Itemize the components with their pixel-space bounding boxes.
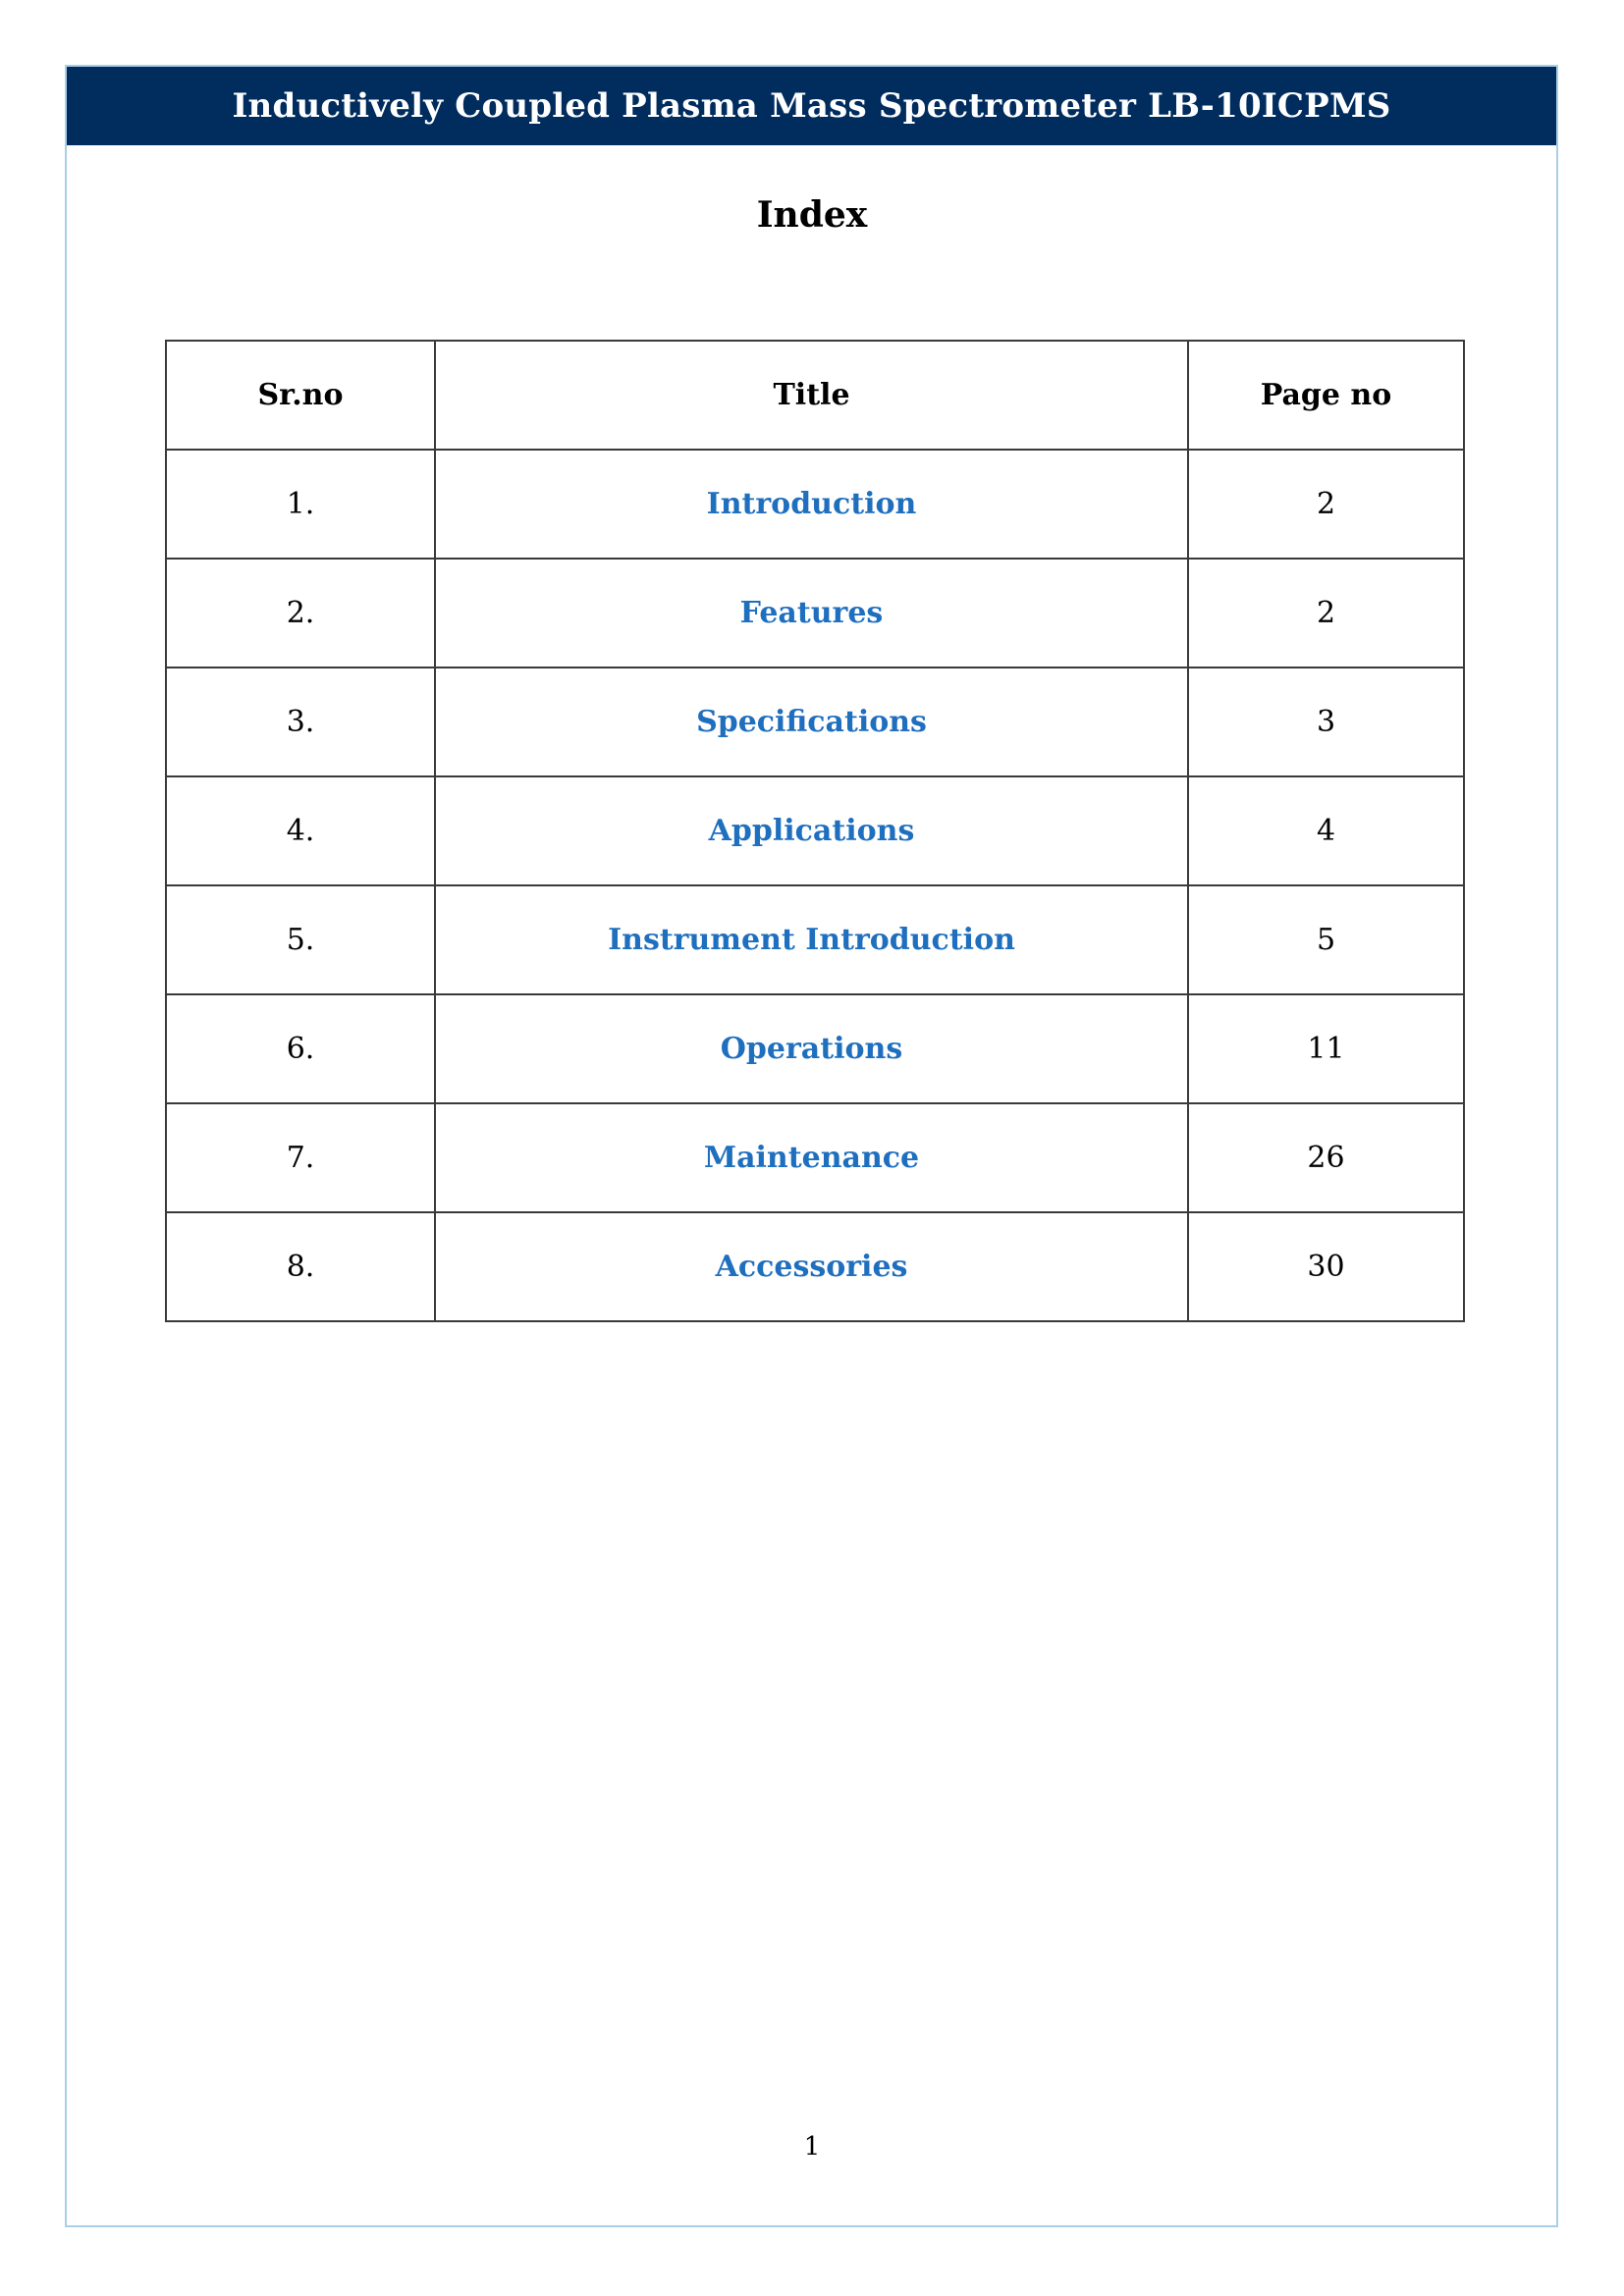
row-page-no: 2 xyxy=(1188,450,1464,559)
toc-link-introduction[interactable]: Introduction xyxy=(706,487,917,521)
table-row xyxy=(166,1103,1464,1212)
row-title-cell xyxy=(435,667,1188,776)
document-title: Inductively Coupled Plasma Mass Spectrometer LB-10ICPMS xyxy=(232,86,1391,126)
row-page-no: 4 xyxy=(1188,776,1464,885)
row-page-no: 2 xyxy=(1188,559,1464,667)
column-header-page-no: Page no xyxy=(1188,341,1464,450)
table-header-row xyxy=(166,341,1464,450)
row-title-cell xyxy=(435,994,1188,1103)
table-row xyxy=(166,776,1464,885)
toc-link-maintenance[interactable]: Maintenance xyxy=(703,1141,920,1175)
row-title-cell xyxy=(435,776,1188,885)
index-heading: Index xyxy=(756,194,868,236)
row-sr-no: 2. xyxy=(166,559,435,667)
row-title-cell xyxy=(435,1103,1188,1212)
document-header xyxy=(67,67,1556,145)
row-page-no: 3 xyxy=(1188,667,1464,776)
toc-link-operations[interactable]: Operations xyxy=(720,1032,903,1066)
row-title-cell xyxy=(435,450,1188,559)
row-sr-no: 1. xyxy=(166,450,435,559)
toc-link-specifications[interactable]: Specifications xyxy=(696,705,927,739)
index-table xyxy=(165,340,1465,1322)
toc-link-applications[interactable]: Applications xyxy=(708,814,915,848)
row-title-cell xyxy=(435,559,1188,667)
table-row xyxy=(166,559,1464,667)
column-header-title: Title xyxy=(435,341,1188,450)
row-sr-no: 7. xyxy=(166,1103,435,1212)
row-page-no: 26 xyxy=(1188,1103,1464,1212)
table-row xyxy=(166,885,1464,994)
toc-link-accessories[interactable]: Accessories xyxy=(715,1250,908,1284)
page-number: 1 xyxy=(803,2132,821,2162)
toc-link-instrument-introduction[interactable]: Instrument Introduction xyxy=(608,923,1015,957)
column-header-sr-no: Sr.no xyxy=(166,341,435,450)
row-sr-no: 5. xyxy=(166,885,435,994)
row-sr-no: 6. xyxy=(166,994,435,1103)
table-row xyxy=(166,450,1464,559)
table-row xyxy=(166,667,1464,776)
row-sr-no: 4. xyxy=(166,776,435,885)
row-page-no: 5 xyxy=(1188,885,1464,994)
row-page-no: 11 xyxy=(1188,994,1464,1103)
row-title-cell xyxy=(435,885,1188,994)
row-sr-no: 8. xyxy=(166,1212,435,1321)
toc-link-features[interactable]: Features xyxy=(739,596,884,630)
row-sr-no: 3. xyxy=(166,667,435,776)
row-title-cell xyxy=(435,1212,1188,1321)
table-row xyxy=(166,1212,1464,1321)
row-page-no: 30 xyxy=(1188,1212,1464,1321)
table-row xyxy=(166,994,1464,1103)
